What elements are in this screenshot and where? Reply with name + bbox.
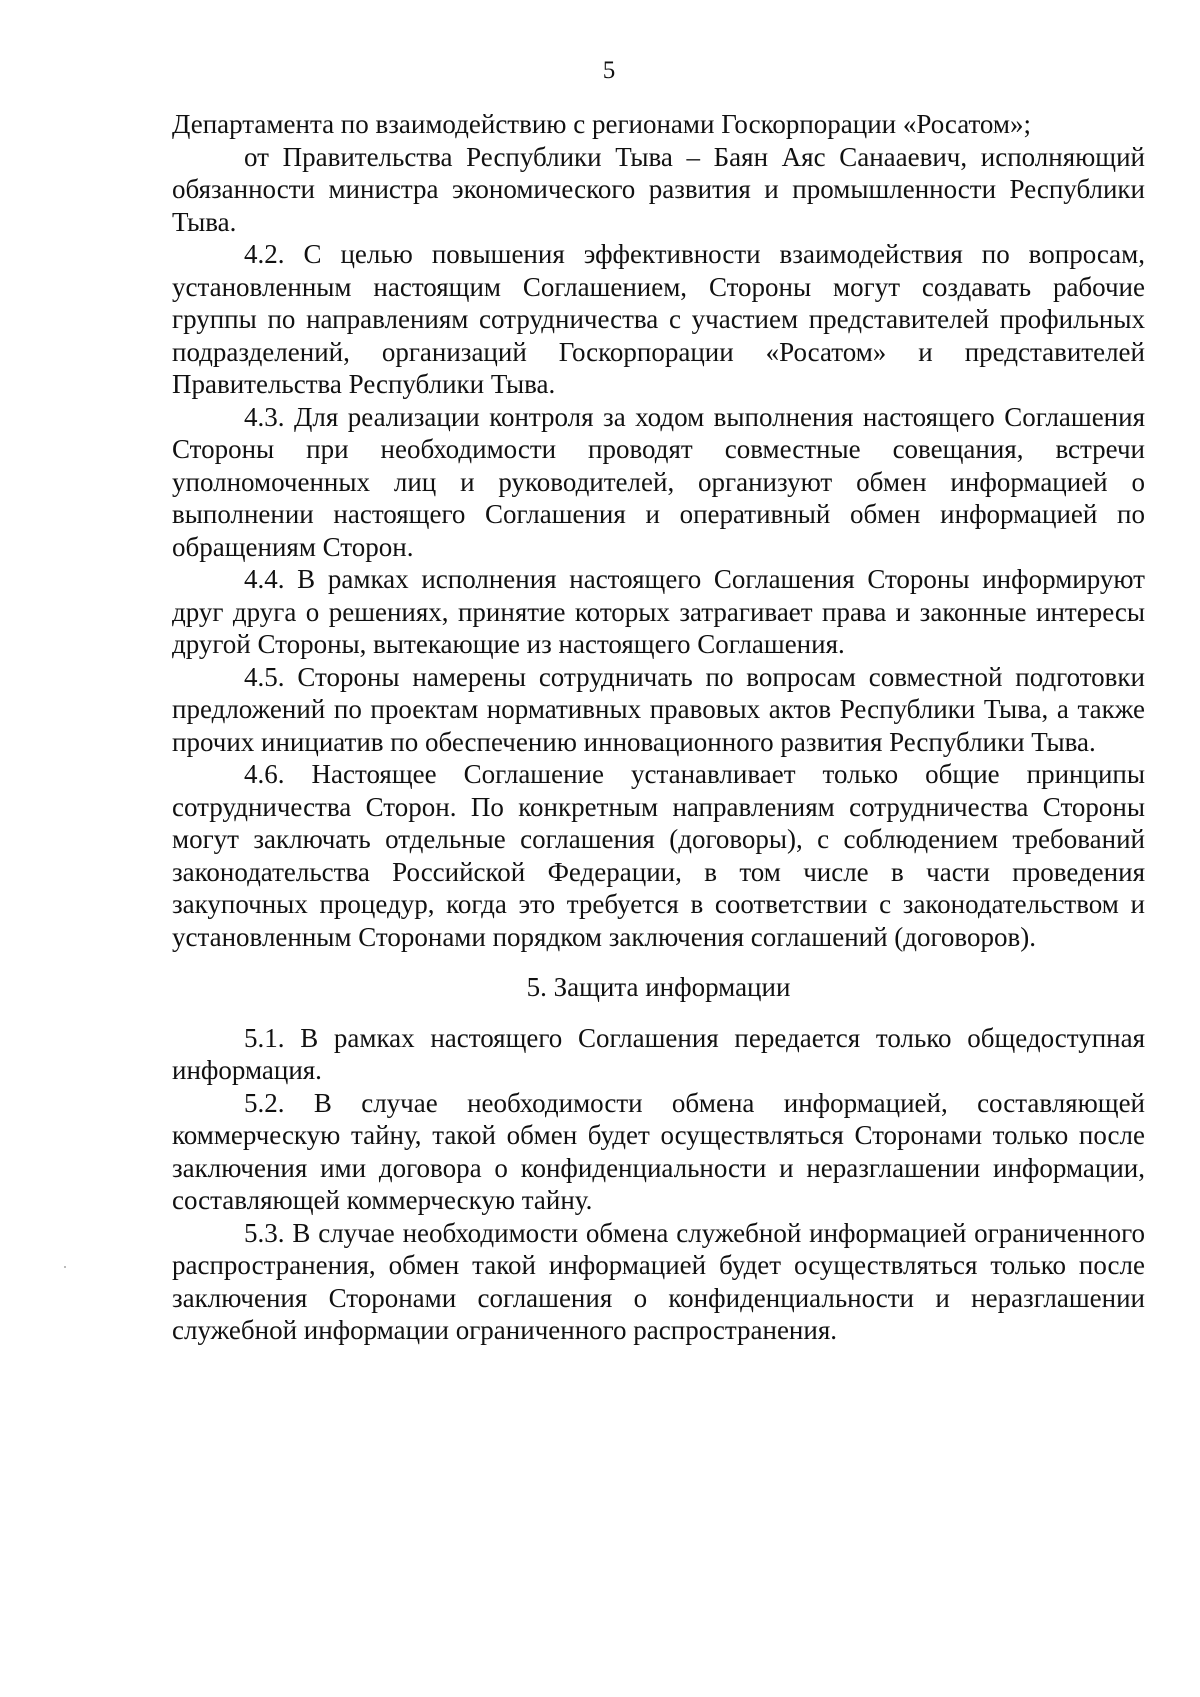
paragraph-4-3: 4.3. Для реализации контроля за ходом выполнения настоящего Соглашения Стороны при необходимости проводят совместные совещания, встречи уполномоченных лиц и руководителей, организуют обмен информацией о выполнении настоящего Соглашения и оперативный обмен информацией по обращениям Сторон. [172,401,1145,562]
paragraph-5-1: 5.1. В рамках настоящего Соглашения передается только общедоступная информация. [172,1022,1145,1085]
page-number: 5 [602,57,616,84]
paragraph-5-2: 5.2. В случае необходимости обмена информацией, составляющей коммерческую тайну, такой обмен будет осуществляться Сторонами только после заключения ими договора о конфиденциальности и неразглашении информации, составляющей коммерческую тайну. [172,1087,1145,1215]
paragraph-4-2: 4.2. С целью повышения эффективности взаимодействия по вопросам, установленным настоящим Соглашением, Стороны могут создавать рабочие группы по направлениям сотрудничества с участием представителей профильных подразделений, организаций Госкорпорации «Росатом» и представителей Правительства Республики Тыва. [172,239,1145,399]
scan-artifact [64,1266,66,1268]
paragraph-department-continuation: Департамента по взаимодействию с регионами Госкорпорации «Росатом»; [172,109,1031,139]
paragraph-4-6: 4.6. Настоящее Соглашение устанавливает только общие принципы сотрудничества Сторон. По конкретным направлениям сотрудничества Стороны могут заключать отдельные соглашения (договоры), с соблюдением требований законодательства Российской Федерации, в том числе в части проведения закупочных процедур, когда это требуется в соответствии с законодательством и установленным Сторонами порядком заключения соглашений (договоров). [172,759,1145,952]
section-5-heading: 5. Защита информации [526,972,791,1002]
paragraph-5-3: 5.3. В случае необходимости обмена служебной информацией ограниченного распространения, обмен такой информацией будет осуществляться только после заключения Сторонами соглашения о конфиденциальности и неразглашении служебной информации ограниченного распространения. [172,1217,1145,1345]
paragraph-4-4: 4.4. В рамках исполнения настоящего Соглашения Стороны информируют друг друга о решениях, принятие которых затрагивает права и законные интересы другой Стороны, вытекающие из настоящего Соглашения. [172,564,1145,659]
paragraph-tyva-representative: от Правительства Республики Тыва – Баян Аяс Санааевич, исполняющий обязанности министра экономического развития и промышленности Республики Тыва. [172,141,1145,237]
document-body [172,108,1145,1347]
paragraph-4-5: 4.5. Стороны намерены сотрудничать по вопросам совместной подготовки предложений по проектам нормативных правовых актов Республики Тыва, а также прочих инициатив по обеспечению инновационного развития Республики Тыва. [172,661,1145,757]
